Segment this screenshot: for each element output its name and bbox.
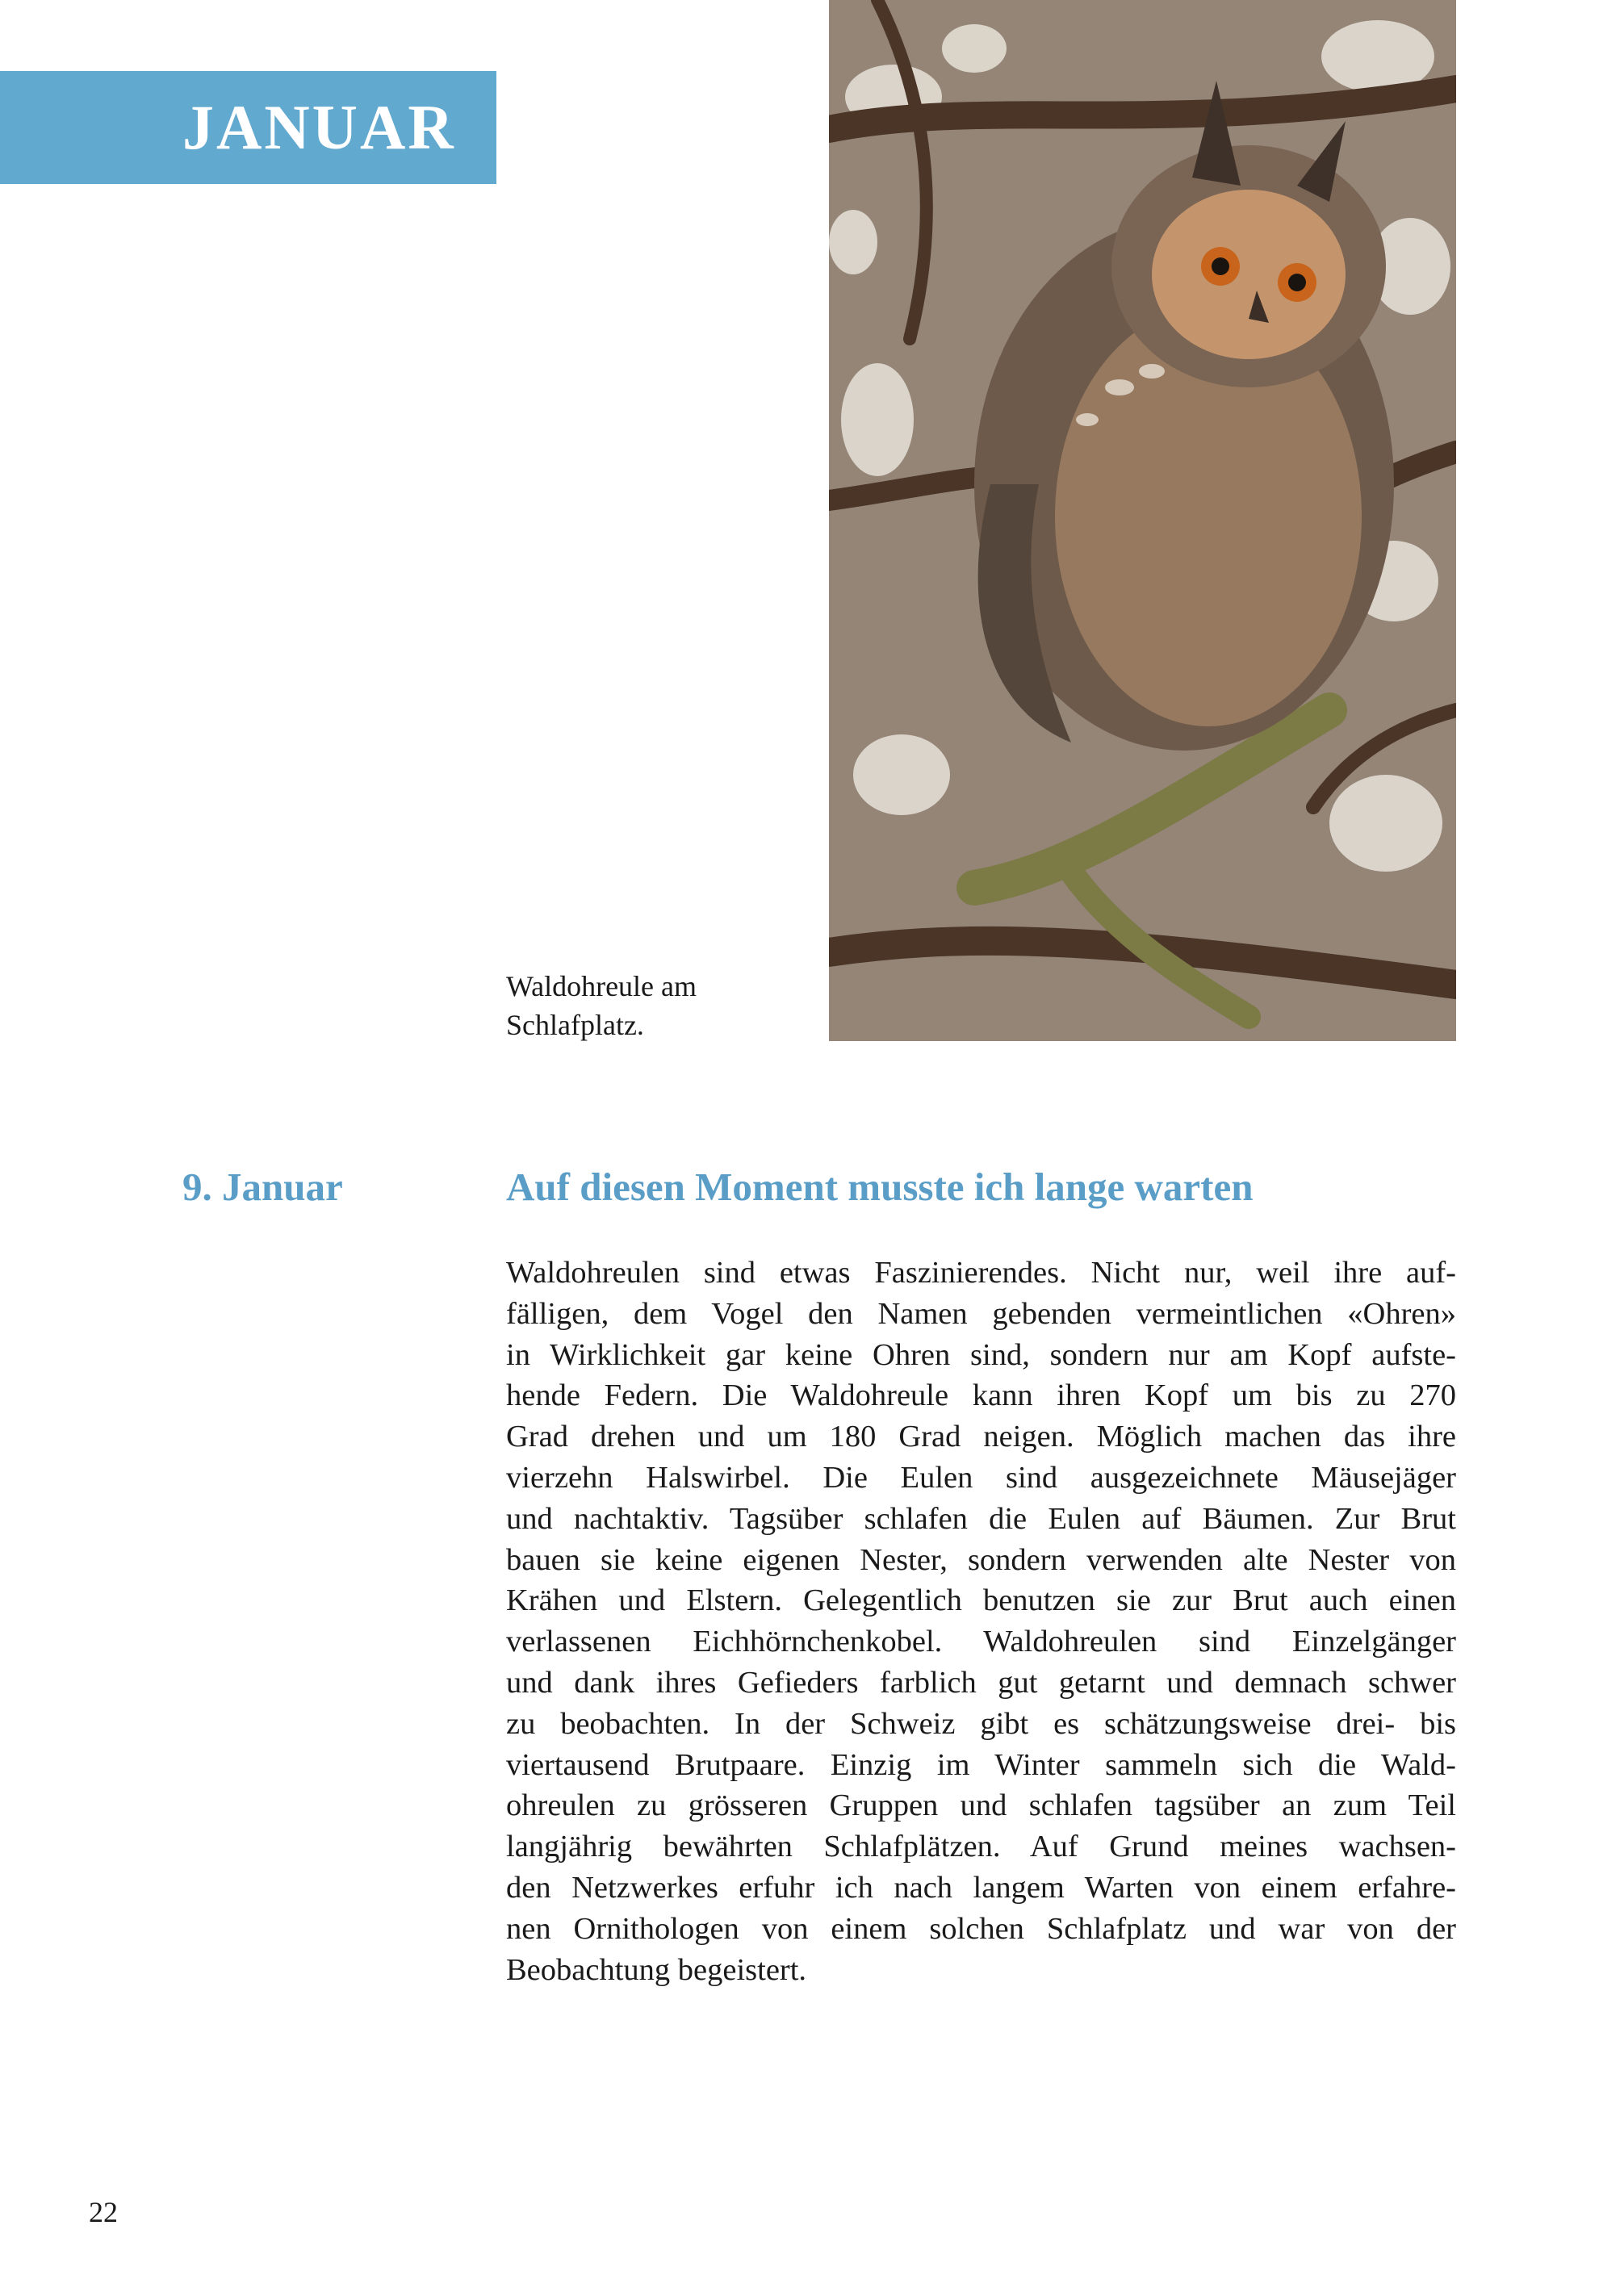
month-banner — [0, 71, 496, 184]
body-line: verlassenen Eichhörnchenkobel. Waldohreulen sind Einzelgänger — [506, 1625, 1456, 1659]
photo-caption — [506, 967, 797, 1044]
body-line: langjährig bewährten Schlafplätzen. Auf Grund meines wachsen- — [506, 1830, 1456, 1864]
body-line: fälligen, dem Vogel den Namen gebenden vermeintlichen «Ohren» — [506, 1296, 1456, 1331]
body-line: nen Ornithologen von einem solchen Schlafplatz und war von der — [506, 1911, 1456, 1946]
body-line: viertausend Brutpaare. Einzig im Winter sammeln sich die Wald- — [506, 1747, 1456, 1782]
body-line: den Netzwerkes erfuhr ich nach langem Warten von einem erfahre- — [506, 1870, 1456, 1905]
entry-date: 9. Januar — [182, 1165, 343, 1209]
body-line: und dank ihres Gefieders farblich gut getarnt und demnach schwer — [506, 1665, 1456, 1700]
body-line: Krähen und Elstern. Gelegentlich benutzen sie zur Brut auch einen — [506, 1583, 1456, 1618]
body-line: hende Federn. Die Waldohreule kann ihren Kopf um bis zu 270 — [506, 1378, 1456, 1413]
entry-body — [506, 1253, 1456, 1990]
page-number: 22 — [89, 2196, 118, 2228]
caption-line: Waldohreule am — [506, 970, 697, 1002]
body-line: Waldohreulen sind etwas Faszinierendes. Nicht nur, weil ihre auf- — [506, 1256, 1456, 1290]
entry-title: Auf diesen Moment musste ich lange warten — [506, 1165, 1254, 1209]
body-line: Grad drehen und um 180 Grad neigen. Möglich machen das ihre — [506, 1420, 1456, 1454]
body-line: vierzehn Halswirbel. Die Eulen sind ausgezeichnete Mäusejäger — [506, 1460, 1456, 1495]
body-line: Beobachtung begeistert. — [506, 1952, 807, 1987]
body-line: bauen sie keine eigenen Nester, sondern verwenden alte Nester von — [506, 1542, 1456, 1577]
body-line: ohreulen zu grösseren Gruppen und schlafen tagsüber an zum Teil — [506, 1788, 1456, 1823]
month-title: JANUAR — [182, 92, 456, 162]
caption-line: Schlafplatz. — [506, 1009, 644, 1041]
owl-photo — [829, 0, 1456, 1041]
body-line: zu beobachten. In der Schweiz gibt es schätzungsweise drei- bis — [506, 1706, 1456, 1741]
body-line: und nachtaktiv. Tagsüber schlafen die Eulen auf Bäumen. Zur Brut — [506, 1501, 1456, 1536]
body-line: in Wirklichkeit gar keine Ohren sind, sondern nur am Kopf aufste- — [506, 1337, 1456, 1372]
